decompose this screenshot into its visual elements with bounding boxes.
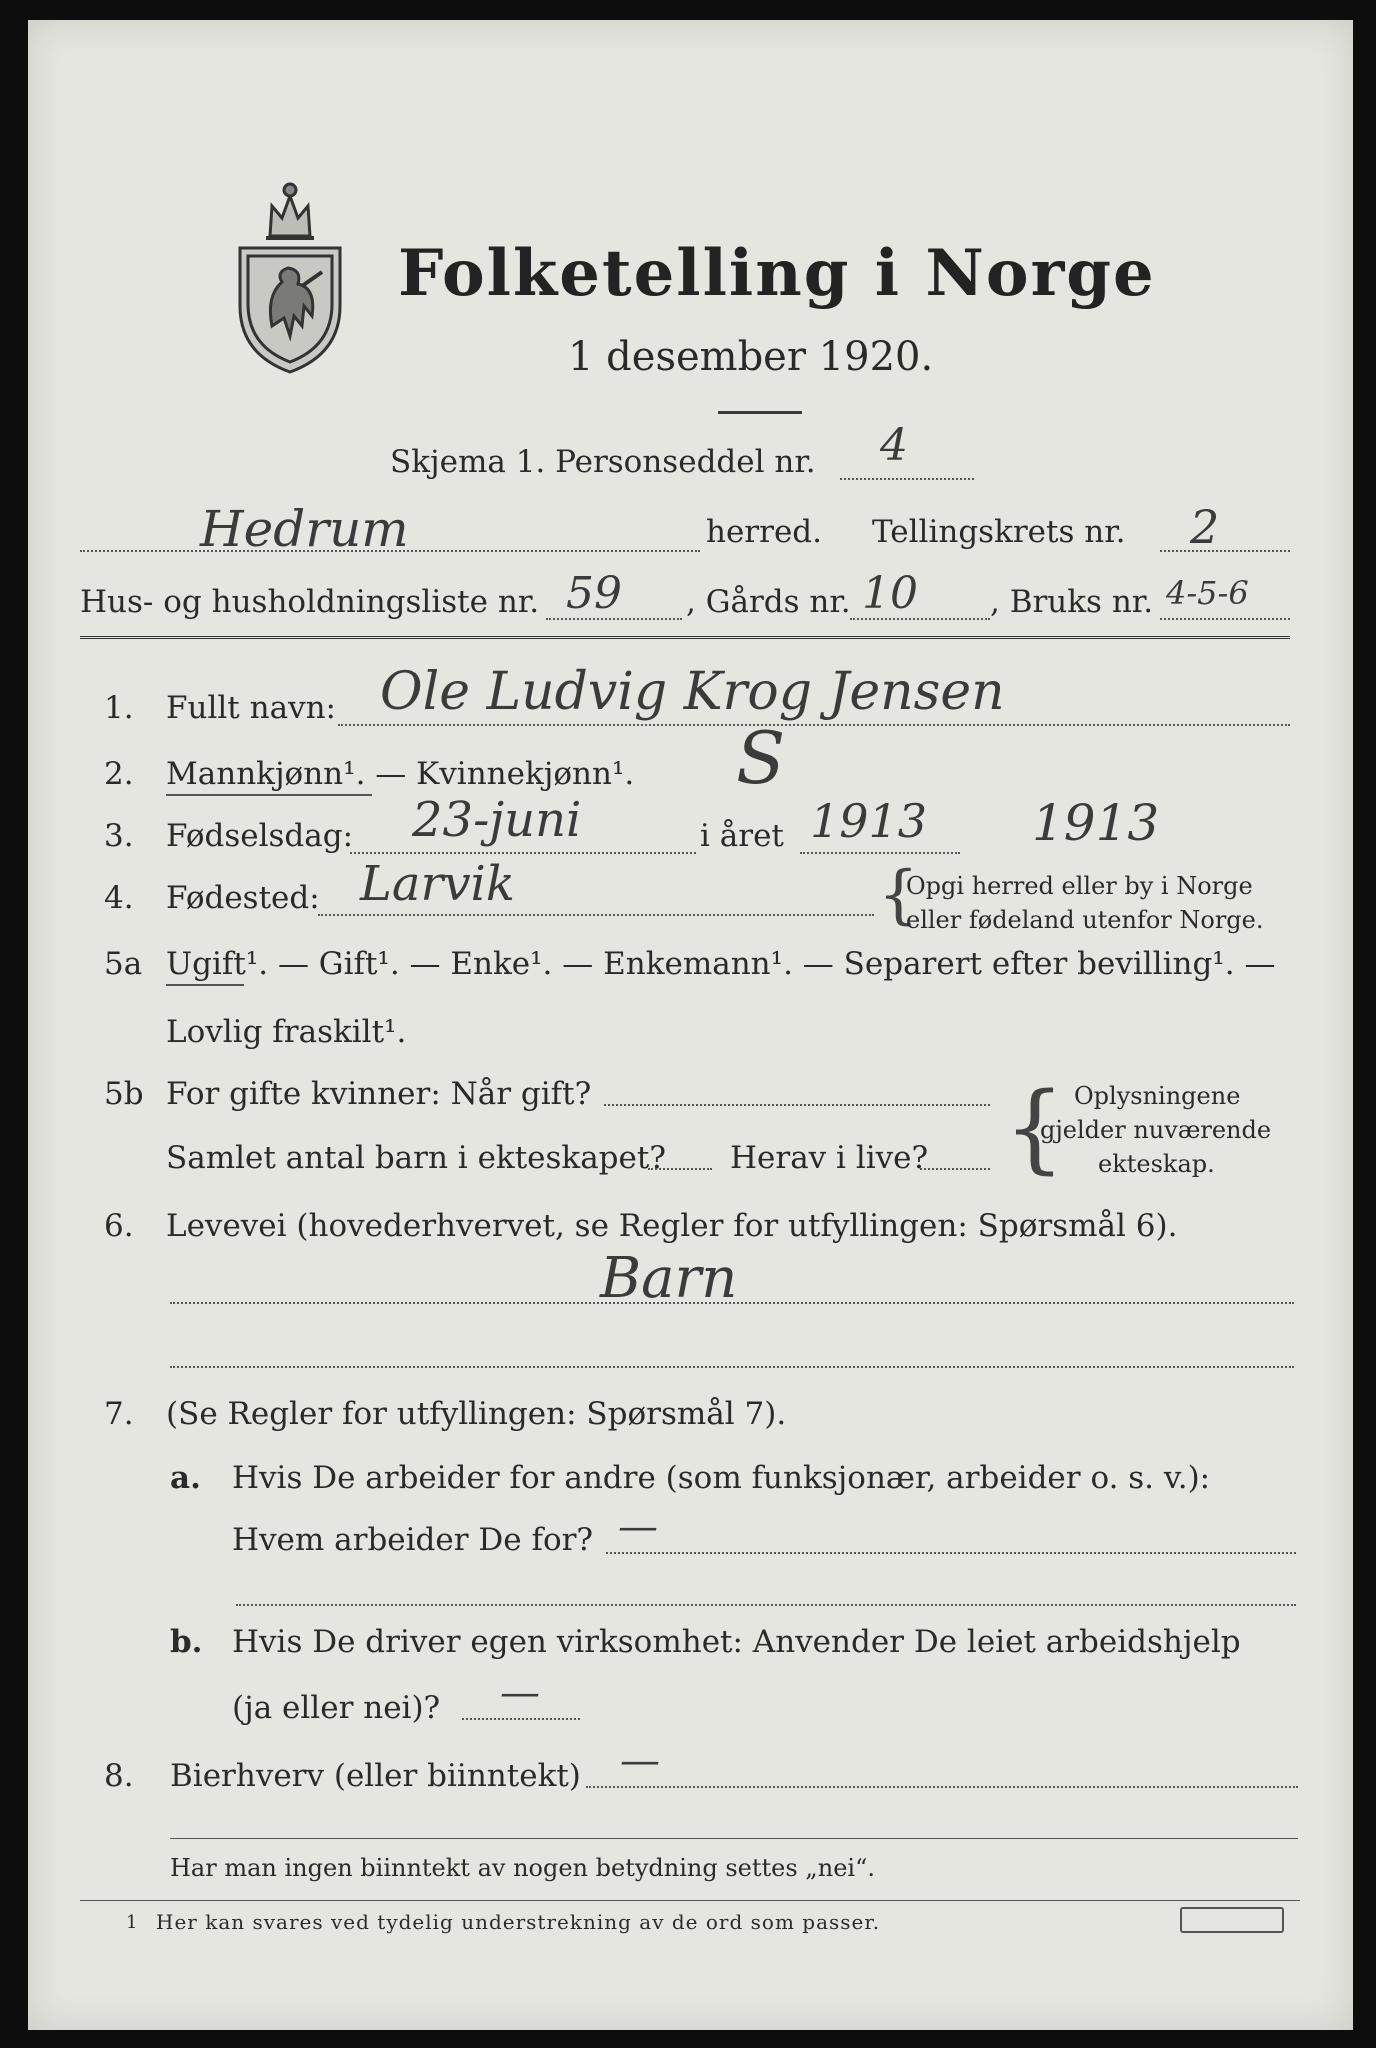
section-rule xyxy=(80,636,1290,639)
q5b-brace: { xyxy=(1004,1072,1066,1184)
q1-number: 1. xyxy=(104,690,134,726)
tellingskrets-line xyxy=(1160,550,1290,552)
tellingskrets-label: Tellingskrets nr. xyxy=(872,514,1126,550)
q4-brace: { xyxy=(878,858,919,932)
q7a-line xyxy=(606,1552,1296,1554)
birthday-value[interactable]: 23-juni xyxy=(412,792,582,848)
q4-line xyxy=(318,914,874,916)
bruks-nr[interactable]: 4-5-6 xyxy=(1166,574,1249,612)
q3-year-line xyxy=(800,852,960,854)
q7-number: 7. xyxy=(104,1396,134,1432)
birth-year-margin-note: 1913 xyxy=(1032,794,1160,852)
hired-help-value[interactable]: — xyxy=(500,1670,540,1716)
q6-label: Levevei (hovederhvervet, se Regler for utfyllingen: Spørsmål 6). xyxy=(166,1208,1178,1244)
q6-line-2 xyxy=(170,1366,1294,1368)
q7b-line xyxy=(462,1718,580,1720)
q5b-note-3: ekteskap. xyxy=(1098,1150,1215,1178)
q1-line xyxy=(338,724,1290,726)
q7b-line-2: (ja eller nei)? xyxy=(232,1690,441,1726)
bruks-label: , Bruks nr. xyxy=(990,584,1154,620)
q3-number: 3. xyxy=(104,818,134,854)
q6-number: 6. xyxy=(104,1208,134,1244)
q7a-line-2: Hvem arbeider De for? xyxy=(232,1522,594,1558)
q7b-line-1: Hvis De driver egen virksomhet: Anvender De leiet arbeidshjelp xyxy=(232,1624,1241,1660)
side-income-value[interactable]: — xyxy=(620,1738,660,1784)
schema-label: Skjema 1. Personseddel nr. xyxy=(390,444,816,480)
coat-of-arms-icon xyxy=(232,176,348,376)
form-title: Folketelling i Norge xyxy=(398,236,1156,311)
q8-line xyxy=(586,1786,1298,1788)
footnote-text: Her kan svares ved tydelig understrekning av de ord som passer. xyxy=(156,1910,881,1934)
q5b-note-1: Oplysningene xyxy=(1074,1082,1241,1110)
q8-number: 8. xyxy=(104,1758,134,1794)
gards-label: , Gårds nr. xyxy=(686,584,851,620)
q3-year-label: i året xyxy=(700,818,784,854)
q7a-line-2-blank xyxy=(236,1604,1296,1606)
occupation-value[interactable]: Barn xyxy=(600,1246,738,1311)
q4-number: 4. xyxy=(104,880,134,916)
q5a-line-1: Ugift¹. — Gift¹. — Enke¹. — Enkemann¹. — Separert efter bevilling¹. — xyxy=(166,946,1276,982)
q5b-line-1: For gifte kvinner: Når gift? xyxy=(166,1076,592,1112)
q5b-note-2: gjelder nuværende xyxy=(1040,1116,1272,1144)
q5b-line-2b: Herav i live? xyxy=(730,1140,929,1176)
q7a-line-1: Hvis De arbeider for andre (som funksjonær, arbeider o. s. v.): xyxy=(232,1460,1211,1496)
q7-label: (Se Regler for utfyllingen: Spørsmål 7). xyxy=(166,1396,787,1432)
q7a-number: a. xyxy=(170,1460,201,1496)
birth-year-value[interactable]: 1913 xyxy=(810,794,928,848)
q8-note: Har man ingen biinntekt av nogen betydning settes „nei“. xyxy=(170,1854,875,1882)
q3-day-line xyxy=(350,852,696,854)
herred-value[interactable]: Hedrum xyxy=(200,500,409,558)
q8-separator xyxy=(170,1838,1298,1839)
q2-number: 2. xyxy=(104,756,134,792)
title-divider xyxy=(718,411,802,414)
bruks-line xyxy=(1160,618,1290,620)
q3-label: Fødselsdag: xyxy=(166,818,354,854)
q1-label: Fullt navn: xyxy=(166,690,336,726)
q5b-line-2a: Samlet antal barn i ekteskapet? xyxy=(166,1140,666,1176)
q8-label: Bierhverv (eller biinntekt) xyxy=(170,1758,581,1794)
q5a-line-2: Lovlig fraskilt¹. xyxy=(166,1014,407,1050)
personseddel-nr[interactable]: 4 xyxy=(880,420,908,471)
q4-note-2: eller fødeland utenfor Norge. xyxy=(906,906,1264,934)
q2-mark[interactable]: S xyxy=(736,716,786,800)
q4-note-1: Opgi herred eller by i Norge xyxy=(906,872,1253,900)
tellingskrets-nr[interactable]: 2 xyxy=(1190,500,1220,554)
q4-label: Fødested: xyxy=(166,880,320,916)
q7b-number: b. xyxy=(170,1624,203,1660)
gards-nr[interactable]: 10 xyxy=(862,568,918,619)
hus-nr[interactable]: 59 xyxy=(566,568,622,619)
q2-label: Mannkjønn¹. — Kvinnekjønn¹. xyxy=(166,756,635,792)
footnote-separator xyxy=(80,1900,1300,1901)
q5a-number: 5a xyxy=(104,946,143,982)
printer-stamp xyxy=(1180,1907,1284,1933)
birthplace-value[interactable]: Larvik xyxy=(360,856,515,912)
q2-underline xyxy=(166,794,372,796)
q5b-number: 5b xyxy=(104,1076,144,1112)
herred-label: herred. xyxy=(706,514,822,550)
q5a-underline xyxy=(166,984,244,986)
q5b-married-line xyxy=(604,1104,990,1106)
q5b-alive-line xyxy=(920,1168,990,1170)
footnote-mark: 1 xyxy=(126,1912,139,1933)
hus-label: Hus- og husholdningsliste nr. xyxy=(80,584,540,620)
q5b-children-line xyxy=(648,1168,712,1170)
census-date: 1 desember 1920. xyxy=(568,334,934,380)
employer-value[interactable]: — xyxy=(618,1504,658,1550)
q6-line-1 xyxy=(170,1302,1294,1304)
personseddel-line xyxy=(840,478,974,480)
full-name-value[interactable]: Ole Ludvig Krog Jensen xyxy=(380,662,1005,722)
